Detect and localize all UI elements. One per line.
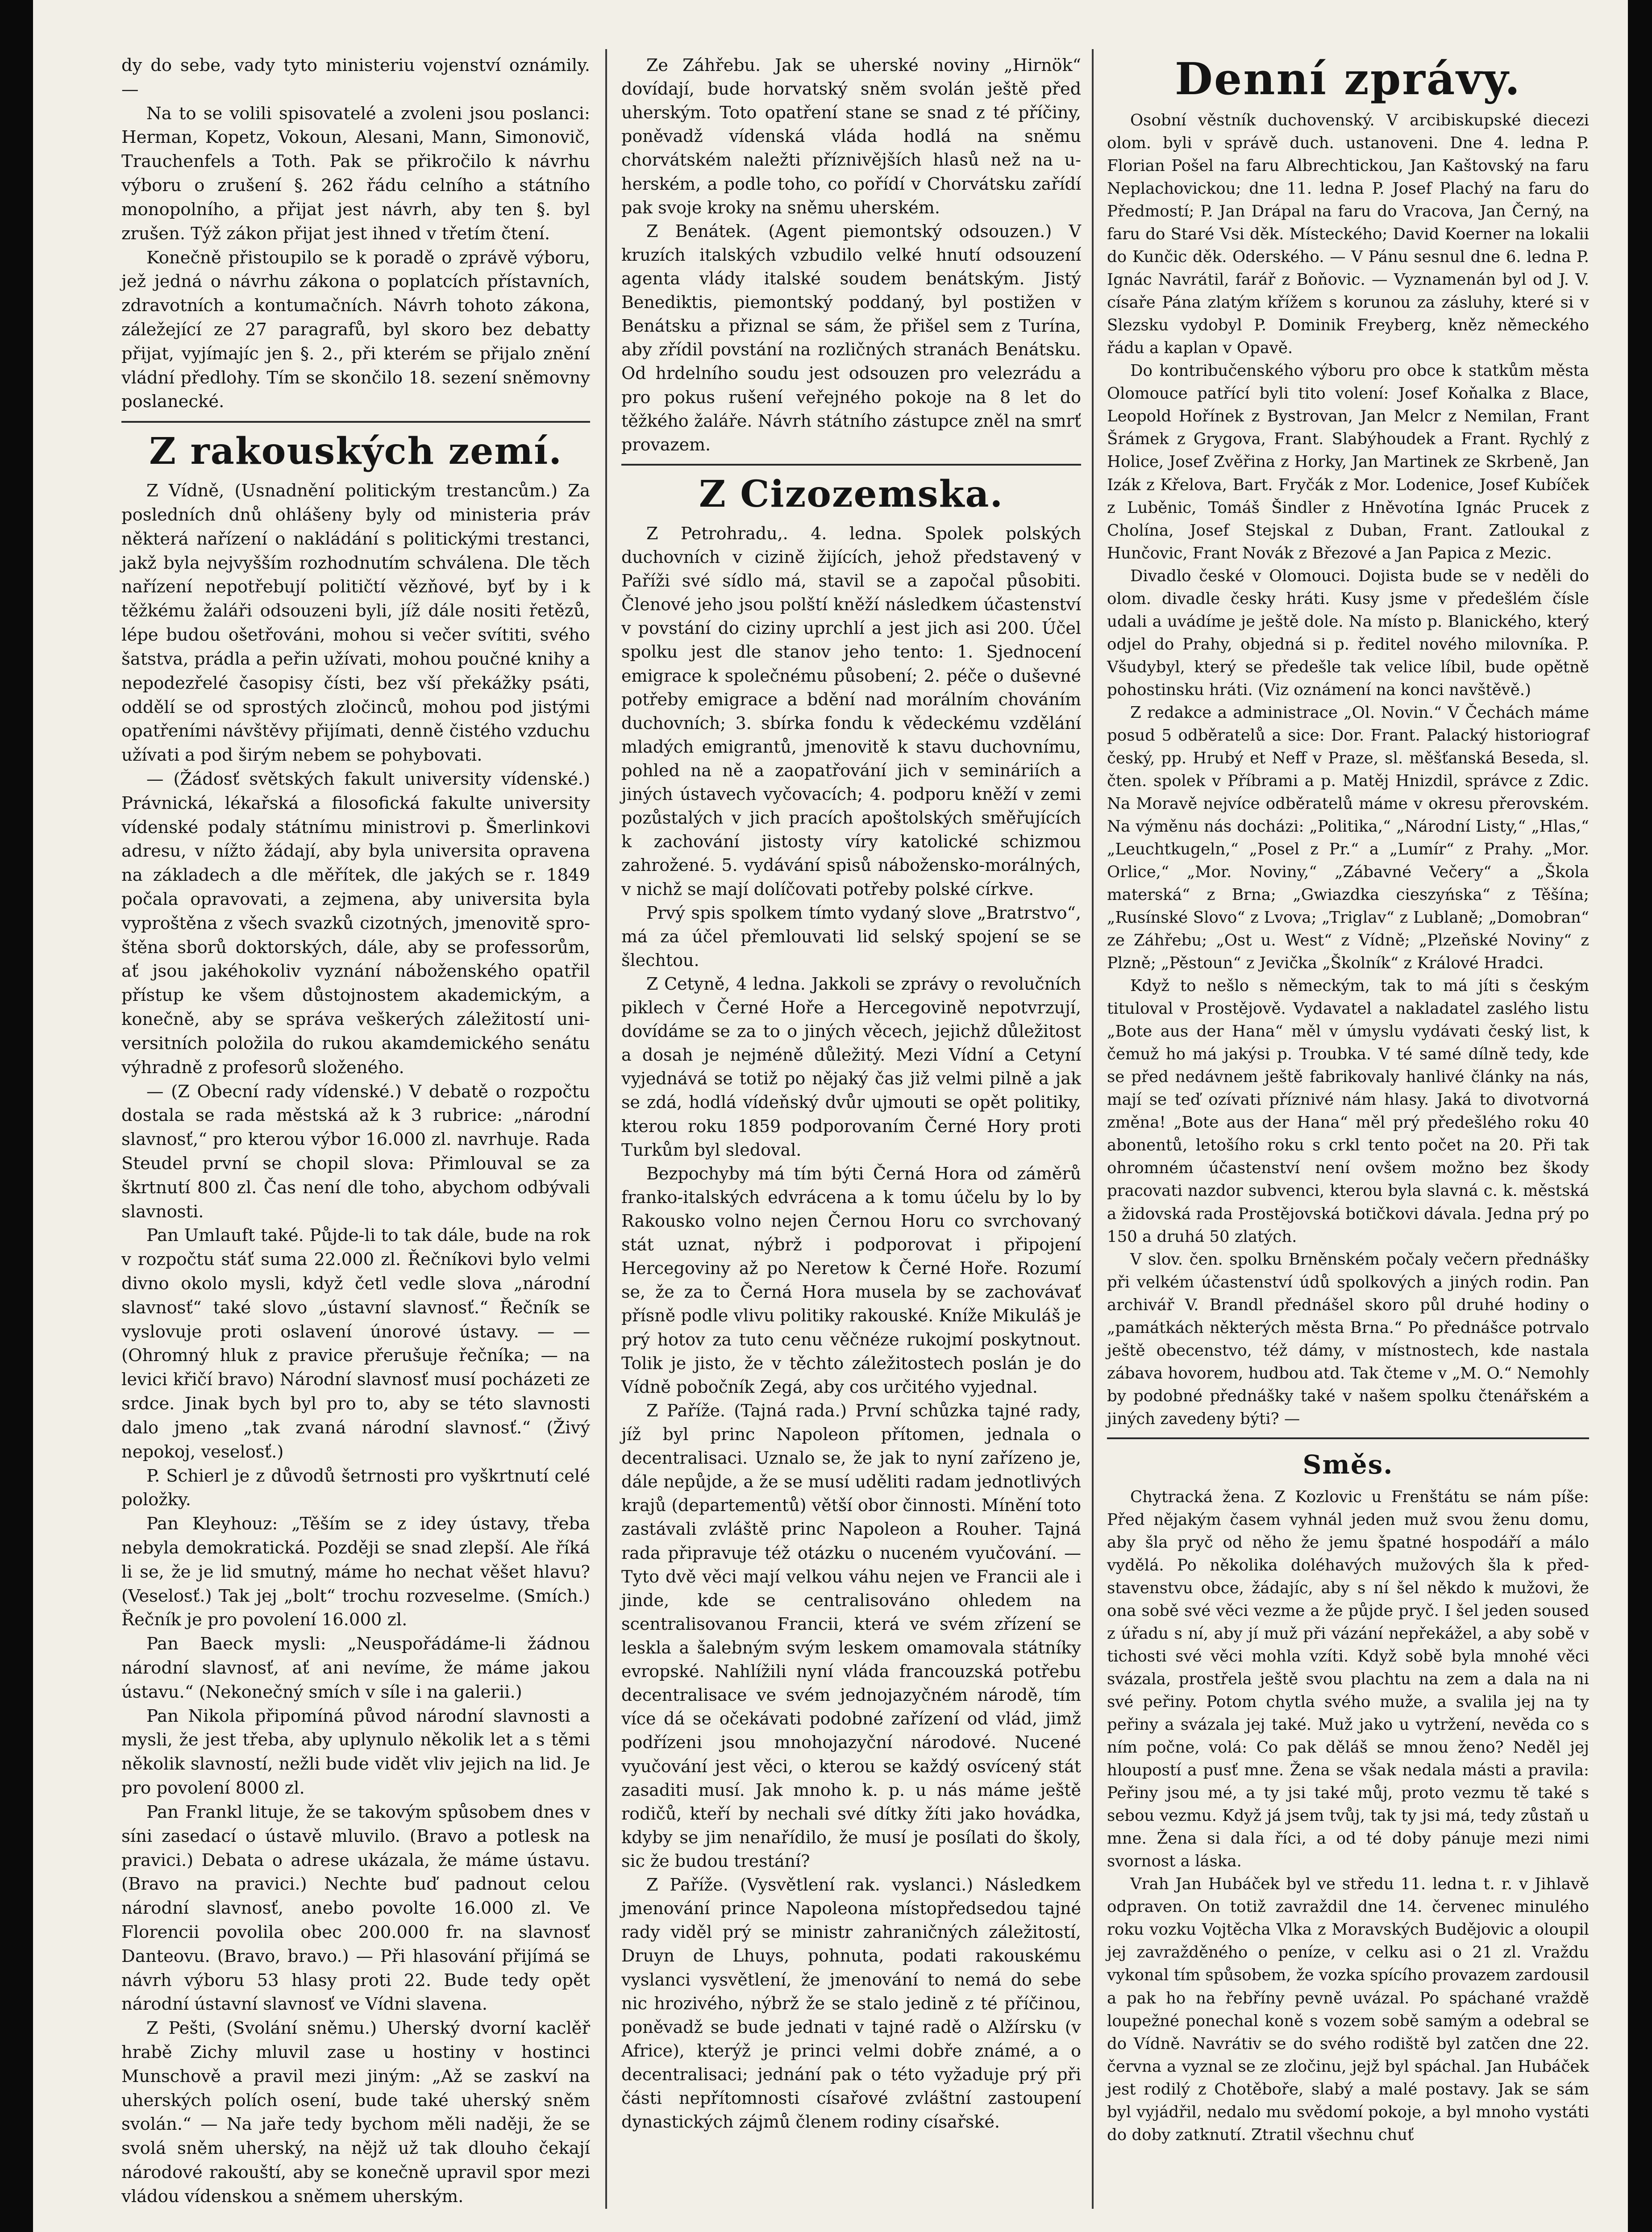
newspaper-page: [33, 0, 1630, 2232]
news-item: Divadlo české v Olomouci. Dojista bude se v neděli do olom. divadle česky hráti. Kusy jsme v předešlém čísle udali a uvádíme je ještě dole. Na místo p. Blanického, který odjel do Prahy, objedná si p. ředitel nového milovníka. P. Všudybyl, který se předešle tak velice líbil, bude opětně pohostinsku hráti. (Viz oznámení na konci navštěvě.): [1107, 566, 1589, 699]
scan-edge-line: [1628, 0, 1631, 2232]
section-heading-abroad: Z Cizozemska.: [699, 472, 1004, 516]
news-item: Do kontribučenského výboru pro obce k statkům města Olomouce patřící byli tito volení: Josef Koňalka z Blace, Leopold Hořínek z Bystrovan, Jan Melcr z Nemilan, Frant Šrámek z Grygova, Frant. Slabýhoudek a Frant. Rychlý z Holice, Josef Zvěřina z Horky, Jan Martinek ze Skrbeně, Jan Izák z Křelova, Bart. Fryčák z Mor. Lodenice, Josef Kubíček z Luběnic, Tomáš Šindler z Hněvotína Ignác Prucek z Cholína, Josef Stejskal z Duban, Frant. Zatloukal z Hunčovic, Frant Novák z Březové a Jan Papica z Mezic.: [1107, 362, 1589, 562]
article-paragraph: dy do sebe, vady tyto ministeriu vojenství oznámily. —: [121, 55, 590, 100]
article-paragraph: Z Vídně, (Usnadnění politickým trestancům.) Za posledních dnů ohlášeny byly od ministeria práv některá nařízení o nakládání s politickými trestanci, jakž byla nejvyšším rozhodnutím schválena. Dle těch nařízení nepotřebují političtí vězňové, byť by i k těžkému žaláři odsouzeni byli, jíž dále nositi řetězů, lépe budou ošetřováni, mohou si večer svítiti, svého šatstva, prádla a peřin užívati, mohou poučné knihy a nepodezřelé časopisy čísti, bez vší překážky psáti, oddělí se od sprostých zločinců, mohou pod jistými opatřeními návštěvy přijímati, denně čistého vzduchu užívati a pod širým nebem se pohybovati.: [121, 481, 590, 766]
article-paragraph: Ze Záhřebu. Jak se uherské noviny „Hirnök“ dovídají, bude horvatský sněm svolán ještě před uherským. Toto opatření stane se snad z té příčiny, poněvadž vídenská vláda hodlá na sněmu chorvátském naležti příznivějších hlasů než na uherském, a podle toho, co pořídí v Chorvátsku zařídí pak svoje kroky na sněmu uherském.: [621, 55, 1081, 217]
section-rule: [621, 464, 1081, 466]
article-paragraph: — (Z Obecní rady vídenské.) V debatě o rozpočtu dostala se rada městská až k 3 rubrice: „národní slavnosť,“ pro kterou výbor 16.000 zl. navrhuje. Rada Steudel první se chopil slova: Přimlouval se za škrtnutí 800 zl. Čas není dle toho, abychom odbývali slavnosti.: [121, 1081, 590, 1222]
article-paragraph: Konečně přistoupilo se k poradě o zprávě výboru, jež jedná o návrhu zákona o poplatcích přístavních, zdravotních a kontumačních. Návrh tohoto zákona, záležející ze 27 paragrafů, byl skoro bez debatty přijat, vyjímajíc jen §. 2., při kterém se přijalo znění vládní předlohy. Tím se skončilo 18. sezení sněmovny poslanecké.: [121, 247, 590, 412]
article-paragraph: Na to se volili spisovatelé a zvoleni jsou poslanci: Herman, Kopetz, Vokoun, Alesani, Mann, Simonovič, Trauchenfels a Toth. Pak se přikročilo k návrhu výboru o zrušení §. 262 řádu celního a státního monopolního, a přijat jest návrh, aby ten §. byl zrušen. Týž zákon přijat jest ihned v třetím čtení.: [121, 103, 590, 244]
right-column: [1107, 54, 1589, 2146]
section-heading-miscellany: Směs.: [1302, 1449, 1394, 1480]
article-paragraph: Pan Umlauft také. Půjde-li to tak dále, bude na rok v rozpočtu stáť suma 22.000 zl. Řečníkovi bylo velmi divno okolo mysli, když četl vedle slova „národní slavnosť“ také slovo „ústavní slavnosť.“ Řečník se vyslovuje proti oslavení únorové ústavy. — — (Ohromný hluk z pravice přerušuje řečníka; — na levici křičí bravo) Národní slavnosť musí pocházeti ze srdce. Jinak bych byl pro to, aby se této slavnosti dalo jmeno „tak zvaná národní slavnosť.“ (Živý nepokoj, veselosť.): [121, 1225, 590, 1462]
news-item: Osobní věstník duchovenský. V arcibiskupské diecezi olom. byli v správě duch. ustanoveni. Dne 4. ledna P. Florian Pošel na faru Albrechtickou, Jan Kaštovský na faru Neplachovickou; dne 11. ledna P. Josef Plachý na faru do Předmostí; P. Jan Drápal na faru do Vracova, Jan Černý, na faru do Staré Vsi děk. Místeckého; David Koerner na lokalii do Kunčic děk. Oderského. — V Pánu sesnul dne 6. ledna P. Ignác Navrátil, farář z Boňovic. — Vyznamenán byl od J. V. císaře Pána zlatým křížem s korunou za zásluhy, které si v Slezsku vydobyl P. Dominik Freyberg, kněz německého řádu a kaplan v Opavě.: [1107, 111, 1589, 358]
column-divider-right: [1092, 49, 1094, 2209]
section-rule: [121, 421, 590, 423]
news-item: Vrah Jan Hubáček byl ve středu 11. ledna t. r. v Jihlavě odpraven. On totiž zavraždil dne 14. červenec minulého roku vozku Vojtěcha Vlka z Moravských Budějovic a oloupil jej zavražděného o peníze, v celku asi o 21 zl. Vraždu vykonal tím spůsobem, že vozka spícího provazem zardousil a pak ho na řebříny pevně uvázal. Po spáchané vraždě loupežné ponechal koně s vozem sobě samým a odebral se do Vídně. Navrátiv se do svého rodiště byl zatčen dne 22. června a vyznal se ze zločinu, jejž byl spáchal. Jan Hubáček jest rodilý z Chotěboře, slabý a malé postavy. Jak se sám byl vyjádřil, nedalo mu svědomí pokoje, a byl mnoho vystáti do doby zatknutí. Ztratil všechnu chuť: [1107, 1875, 1589, 2144]
section-heading-daily-news: Denní zprávy.: [1174, 54, 1522, 105]
news-item: V slov. čen. spolku Brněnském počaly večern přednášky při velkém účastenství údů spolkových a jiných rodin. Pan archivář V. Brandl přednášel skoro půl druhé hodiny o „památkách některých města Brna.“ Po přednášce potrvalo ještě obecenstvo, též dámy, v místnostech, kde nastala zábava hovorem, hudbou atd. Tak čteme v „M. O.“ Nemohly by podobné přednášky také v našem spolku čtenářském a jiných zavedeny býti? —: [1107, 1250, 1589, 1428]
section-rule: [1107, 1437, 1589, 1439]
article-paragraph: Prvý spis spolkem tímto vydaný slove „Bratrstvo“, má za účel přemlouvati lid selský spojení se se šlechtou.: [621, 903, 1081, 970]
news-item: Když to nešlo s německým, tak to má jíti s českým tituloval v Prostějově. Vydavatel a nakladatel zaslého listu „Bote aus der Hana“ měl v úmyslu vydávati český list, k čemuž ho má jakýsi p. Troubka. V té samé dílně tedy, kde se před nedávnem ještě fabrikovaly hanlivé články na nás, mají se teď ozívati příznivé nám hlasy. Jaká to divotvorná změna! „Bote aus der Hana“ měl prý předešlého roku 40 abonentů, letošího roku s crkl tento počet na 20. Při tak ohromném účastenství není ovšem možno bez škody pracovati nazdor subvenci, kterou byla slavná c. k. městská a židovská rada Prostějovská botičkovi dávala. Jedna prý po 150 a druhá 50 zlatých.: [1107, 977, 1589, 1246]
article-paragraph: Z Petrohradu,. 4. ledna. Spolek polských duchovních v cizině žijících, jehož představený v Paříži své sídlo má, stavil se a započal působiti. Členové jeho jsou polští kněží následkem účastenství v povstání do ciziny uprchlí a jest jich asi 200. Účel spolku jest dle stanov jeho tento: 1. Sjednocení emigrace k společnému působení; 2. péče o duševné potřeby emigrace a bdění nad morálním chováním duchovních; 3. sbírka fondu k vědeckému vzdělání mladých emigrantů, jmenovitě k stavu duchovnímu, pohled na ně a zaopatřování jich v semináriích a jiných ústavech vyčovacích; 4. podporu kněží v zemi pozůstalých v jich pracích apoštolských směřujících k zachování jistosty víry katolické schizmou zahrožené. 5. vydávání spisů nábožensko-morálných, v nichž se mají dolíčovati potřeby polské církve.: [621, 523, 1081, 899]
article-paragraph: — (Žádosť světských fakult university vídenské.) Právnická, lékařská a filosofická fakulte university vídenské podaly státnímu ministrovi p. Šmerlinkovi adresu, v nížto žádají, aby byla universita opravena na základech a dle měřítek, dle jakých se r. 1849 počala opravovati, a zejmena, aby universita byla vyproštěna z všech svazků cizotných, jmenovitě sproštěna sborů doktorských, dále, aby se professorům, ať jsou jakéhokoliv vyznání náboženského opatřil přístup ke všem důstojnostem akademickým, a konečně, aby se správa veškerých záležitostí universitních položila do rukou akamdemického senátu výhradně z profesorů složeného.: [121, 769, 590, 1078]
column-divider-left: [605, 49, 607, 2209]
article-paragraph: Pan Frankl lituje, že se takovým spůsobem dnes v síni zasedací o ústavě mluvilo. (Bravo a potlesk na pravici.) Debata o adrese ukázala, že máme ústavu. (Bravo na pravici.) Nechte buď padnout celou národní slavnosť, anebo povolte 16.000 zl. Ve Florencii povolila obec 200.000 fr. na slavnosť Danteovu. (Bravo, bravo.) — Při hlasování přijímá se návrh výboru 53 hlasy proti 22. Bude tedy opět národní ústavní slavnosť ve Vídni slavena.: [121, 1802, 590, 2015]
article-paragraph: Z Paříže. (Vysvětlení rak. vyslanci.) Následkem jmenování prince Napoleona místopředsedou tajné rady viděl prý se ministr zahraničných záležitostí, Druyn de Lhuys, pohnuta, podati rakouskému vyslanci vysvětlení, že jmenování to nemá do sebe nic hrozivého, nýbrž že se stalo jedině z té příčinou, poněvadž se bude jednati v tajné radě o Alžírsku (v Africe), kterýž je princi velmi dobře známé, a o decentralisaci; jednání pak o této vyžaduje prý při části nepřítomnosti císařové zvláštní zastoupení dynastických zájmů členem rodiny císařské.: [621, 1875, 1081, 2132]
middle-column: [621, 54, 1081, 2134]
article-paragraph: Pan Nikola připomíná původ národní slavnosti a mysli, že jest třeba, aby uplynulo několik let a s těmi několik slavností, nežli bude vidět vliv jejich na lid. Je pro povolení 8000 zl.: [121, 1706, 590, 1799]
scan-edge-border: [1636, 0, 1652, 2232]
article-paragraph: Z Cetyně, 4 ledna. Jakkoli se zprávy o revolučních piklech v Černé Hoře a Hercegovině nepotvrzují, dovídáme se za to o jiných věcech, jejichž důležitost a dosah je nejméně důležitý. Mezi Vídní a Cetyní vyjednává se totiž po nějaký čas již velmi pilně a jak se zdá, hodlá vídeňský dvůr ujmouti se opět politiky, kterou roku 1859 podporovaním Černé Hory proti Turkům byl sledoval.: [621, 974, 1081, 1160]
article-paragraph: P. Schierl je z důvodů šetrnosti pro vyškrtnutí celé položky.: [121, 1466, 590, 1510]
article-paragraph: Bezpochyby má tím býti Černá Hora od záměrů franko-italských edvrácena a k tomu účelu by lo by Rakousko volno nejen Černou Horu co svrchovaný stát uznat, nýbrž i podporovat i připojení Hercegoviny až po Neretow k Černé Hoře. Rozumí se, že za to Černá Hora musela by se zachovávať přísně podle vlivu politiky rakouské. Kníže Mikuláš je prý hotov za tuto cenu věčnéze rukojmí poskytnout. Tolik je jisto, že v těchto záležitostech poslán je do Vídně pobočník Zegá, aby cos určitého vyjednal.: [621, 1163, 1081, 1397]
news-item: Z redakce a administrace „Ol. Novin.“ V Čechách máme posud 5 odběratelů a sice: Dor. Frant. Palacký historiograf český, pp. Hrubý et Neff v Praze, sl. měšťanská Beseda, sl. čten. spolek v Příbrami a p. Matěj Hnizdil, správce z Zdic. Na Moravě nejvíce odběratelů máme v okresu přerovském. Na výměnu nás docházi: „Politika,“ „Národní Listy,“ „Hlas,“ „Leuchtkugeln,“ „Posel z Pr.“ a „Lumír“ z Prahy. „Mor. Orlice,“ „Mor. Noviny,“ „Zábavné Večery“ a „Škola materská“ z Brna; „Gwiazdka cieszyńska“ z Těšína; „Rusínské Slovo“ z Lvova; „Triglav“ z Lublaně; „Domobran“ ze Záhřebu; „Ost u. West“ z Vídně; „Plzeňské Noviny“ z Plzně; „Pěstoun“ z Jevička „Školník“ z Králové Hradci.: [1107, 703, 1589, 973]
news-item: Chytracká žena. Z Kozlovic u Frenštátu se nám píše: Před nějakým časem vyhnál jeden muž svou ženu domu, aby šla pryč od něho že jemu špatné hospodáří a málo vydělá. Po několika doléhavých mužových šla k představenstvu obce, žádajíc, aby s ní šel někdo k mužovi, že ona sobě své věci vezme a že půjde pryč. I šel jeden soused z úřadu s ní, aby jí muž při vázání nepřekážel, a aby sobě v tichosti své věci mohla vzíti. Když sobě byla mnohé věci svázala, prostřela ještě svou plachtu na zem a dala na ni své peřiny. Potom chytla svého muže, a svalila jej na ty peřiny a svázala jej také. Muž jako u vytržení, nevěda co s ním počne, volá: Co pak děláš se mnou ženo? Neděl jej hloupostí a pusť mne. Žena se však nedala másti a pravila: Peřiny jsou mé, a ty jsi také můj, proto vezmu tě také s sebou vezmu. Když já jsem tvůj, tak ty jsi má, tedy zůstaň u mne. Žena si dala říci, a od té doby pánuje mezi nimi svornost a láska.: [1107, 1487, 1589, 1871]
article-paragraph: Z Pešti, (Svolání sněmu.) Uherský dvorní kaclěř hrabě Zichy mluvil zase u hostiny v hostinci Munschově a pravil mezi jiným: „Až se zaskví na uherských polích osení, bude také uherský sněm svolán.“ — Na jaře tedy bychom měli naději, že se svolá sněm uherský, na nějž už tak dlouho čekají národové rakouští, aby se konečně upravil spor mezi vládou vídenskou a sněmem uherským.: [121, 2018, 590, 2207]
article-paragraph: Pan Kleyhouz: „Těším se z idey ústavy, třeba nebyla demokratická. Později se snad zlepší. Ale říká li se, že je lid smutný, máme ho nechat věšet hlavu? (Veselosť.) Tak jej „bolt“ trochu rozveselme. (Smích.) Řečník je pro povolení 16.000 zl.: [121, 1514, 590, 1630]
article-paragraph: Z Paříže. (Tajná rada.) První schůzka tajné rady, jíž byl princ Napoleon přítomen, jednala o decentralisaci. Uznalo se, že jak to nyní zařízeno je, dále nepůjde, a že se musí uděliti radam jednotlivých krajů (departementů) větší obor činnosti. Mínění toto zastávali zvláště princ Napoleon a Rouher. Tajná rada připravuje též otázku o nuceném vyučování. — Tyto dvě věci mají velkou váhu nejen ve Francii ale i jinde, kde se centralisováno ohledem na scentralisovanou Francii, která ve svém zřízení se leskla a šalebným svým leskem omamovala státníky evropské. Nahlížili nyní vláda francouzská potřebu decentralisace ve svém jednojazyčném národě, tím více dá se očekávati podobné zařízení od vlád, jimž podřízeni jsou mnohojazyční národové. Nucené vyučování jest věci, o kterou se každý osvícený stát zasaditi musí. Jak mnoho k. p. u nás máme ještě rodičů, kteří by nechali své dítky žíti jako hovádka, kdyby se jim nenařídilo, že musí je posílati do školy, sic že budou trestání?: [621, 1400, 1081, 1871]
section-heading-austrian-lands: Z rakouských zemí.: [149, 430, 562, 473]
article-paragraph: Z Benátek. (Agent piemontský odsouzen.) V kruzích italských vzbudilo velké hnutí odsouzení agenta vlády italské soudem benátským. Jistý Benediktis, piemontský poddaný, byl postižen v Benátsku a přiznal se sám, že přišel sem z Turína, aby zřídil povstání na rozličných stranách Benátsku. Od hrdelního soudu jest odsouzen pro velezrádu a pro pokus rušení veřejného pokoje na 8 let do těžkého žaláře. Návrh státního zástupce zněl na smrť provazem.: [621, 221, 1081, 454]
article-paragraph: Pan Baeck mysli: „Neuspořádáme-li žádnou národní slavnosť, ať ani nevíme, že máme jakou ústavu.“ (Nekonečný smích v síle i na galerii.): [121, 1634, 590, 1702]
left-column: [121, 54, 590, 2209]
